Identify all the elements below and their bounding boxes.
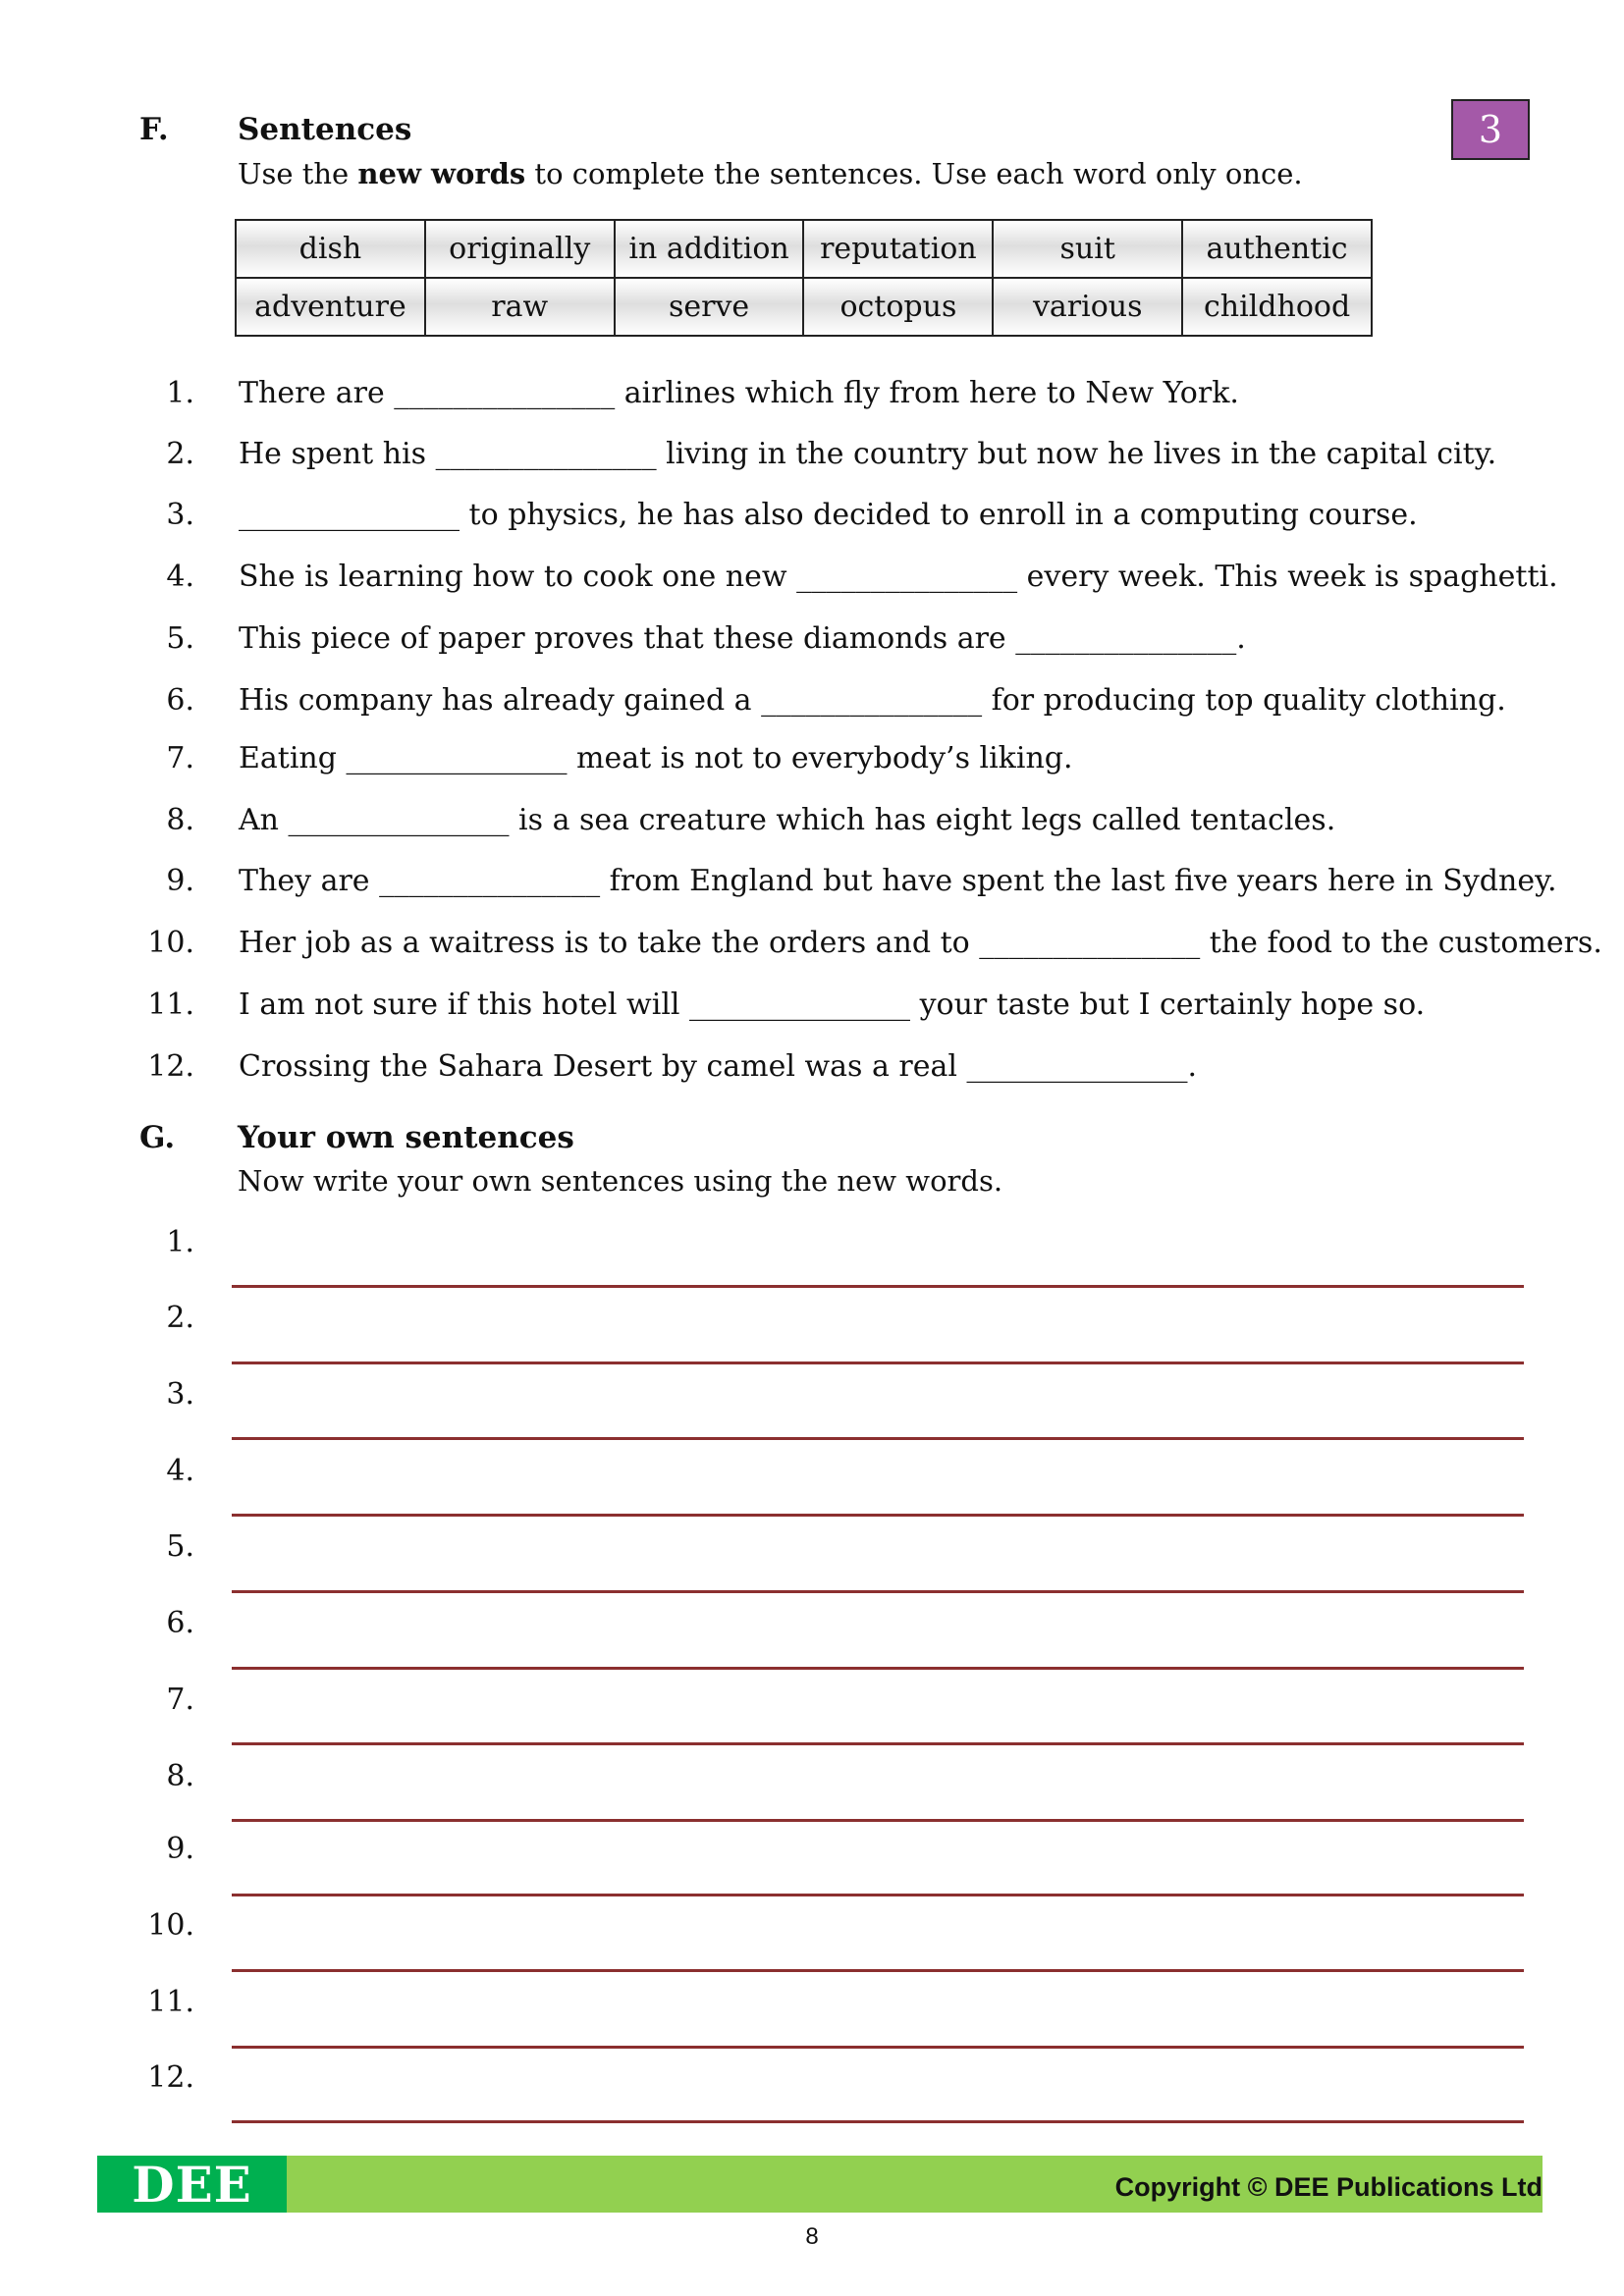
instruction-post: to complete the sentences. Use each word only once.	[525, 157, 1303, 190]
word-bank-cell: various	[993, 278, 1182, 336]
sentence-text: Crossing the Sahara Desert by camel was a real _______________.	[239, 1049, 1198, 1084]
word-bank-cell: originally	[425, 220, 615, 278]
word-bank-row	[236, 220, 1372, 278]
sentence-number: 4.	[166, 560, 194, 594]
writing-line[interactable]	[232, 1667, 1524, 1670]
sentence-number: 1.	[166, 376, 194, 410]
writing-line[interactable]	[232, 1285, 1524, 1288]
writing-line[interactable]	[232, 1514, 1524, 1517]
section-f-title: Sentences	[238, 112, 412, 147]
sentence-number: 12.	[147, 1049, 194, 1084]
sentence-text: They are _______________ from England but have spent the last five years here in Sydney.	[239, 864, 1557, 898]
write-line-number: 3.	[166, 1377, 194, 1412]
sentence-text: There are _______________ airlines which fly from here to New York.	[239, 376, 1239, 410]
writing-line[interactable]	[232, 2120, 1524, 2123]
writing-line[interactable]	[232, 1894, 1524, 1896]
word-bank-cell: dish	[236, 220, 425, 278]
sentence-number: 10.	[147, 926, 194, 960]
word-bank-cell: raw	[425, 278, 615, 336]
writing-line[interactable]	[232, 1742, 1524, 1745]
sentence-text: His company has already gained a _______________ for producing top quality clothing.	[239, 683, 1506, 718]
writing-line[interactable]	[232, 2046, 1524, 2049]
sentence-number: 3.	[166, 498, 194, 532]
write-line-number: 9.	[166, 1832, 194, 1866]
word-bank-cell: serve	[615, 278, 804, 336]
word-bank-row	[236, 278, 1372, 336]
sentence-number: 11.	[147, 988, 194, 1022]
write-line-number: 7.	[166, 1682, 194, 1717]
word-bank-cell: suit	[993, 220, 1182, 278]
write-line-number: 6.	[166, 1606, 194, 1640]
page-number: 8	[805, 2223, 819, 2250]
word-bank-cell: authentic	[1182, 220, 1372, 278]
writing-line[interactable]	[232, 1819, 1524, 1822]
section-f-instruction	[238, 157, 1303, 190]
write-line-number: 8.	[166, 1759, 194, 1793]
copyright-text: Copyright © DEE Publications Ltd	[1114, 2172, 1543, 2202]
dee-logo: DEE	[97, 2156, 287, 2213]
write-line-number: 2.	[166, 1301, 194, 1335]
sentence-text: I am not sure if this hotel will _______________ your taste but I certainly hope so.	[239, 988, 1426, 1022]
sentence-text: Eating _______________ meat is not to everybody’s liking.	[239, 741, 1073, 775]
write-line-number: 12.	[147, 2060, 194, 2095]
writing-line[interactable]	[232, 1590, 1524, 1593]
sentence-text: She is learning how to cook one new _______________ every week. This week is spaghetti.	[239, 560, 1558, 594]
write-line-number: 1.	[166, 1225, 194, 1259]
sentence-text: _______________ to physics, he has also decided to enroll in a computing course.	[239, 498, 1418, 532]
instruction-bold: new words	[357, 157, 526, 190]
sentence-number: 6.	[166, 683, 194, 718]
sentence-text: Her job as a waitress is to take the orders and to _______________ the food to the customers.	[239, 926, 1602, 960]
sentence-number: 2.	[166, 437, 194, 471]
word-bank-cell: reputation	[803, 220, 993, 278]
word-bank-cell: in addition	[615, 220, 804, 278]
writing-line[interactable]	[232, 1362, 1524, 1364]
word-bank-cell: childhood	[1182, 278, 1372, 336]
write-line-number: 4.	[166, 1454, 194, 1488]
sentence-number: 7.	[166, 741, 194, 775]
sentence-number: 9.	[166, 864, 194, 898]
sentence-number: 5.	[166, 621, 194, 656]
word-bank-cell: octopus	[803, 278, 993, 336]
section-g-title: Your own sentences	[238, 1120, 574, 1155]
section-f-letter: F.	[139, 112, 169, 147]
writing-line[interactable]	[232, 1969, 1524, 1972]
sentence-text: This piece of paper proves that these diamonds are _______________.	[239, 621, 1246, 656]
section-g-letter: G.	[139, 1120, 176, 1155]
word-bank-cell: adventure	[236, 278, 425, 336]
sentence-text: An _______________ is a sea creature which has eight legs called tentacles.	[239, 803, 1336, 837]
sentence-number: 8.	[166, 803, 194, 837]
instruction-pre: Use the	[238, 157, 358, 190]
word-bank-table	[235, 219, 1373, 337]
sentence-text: He spent his _______________ living in the country but now he lives in the capital city.	[239, 437, 1497, 471]
write-line-number: 5.	[166, 1529, 194, 1564]
writing-line[interactable]	[232, 1437, 1524, 1440]
write-line-number: 10.	[147, 1908, 194, 1943]
unit-badge: 3	[1451, 99, 1530, 160]
write-line-number: 11.	[147, 1985, 194, 2019]
section-g-instruction: Now write your own sentences using the new words.	[238, 1164, 1003, 1198]
